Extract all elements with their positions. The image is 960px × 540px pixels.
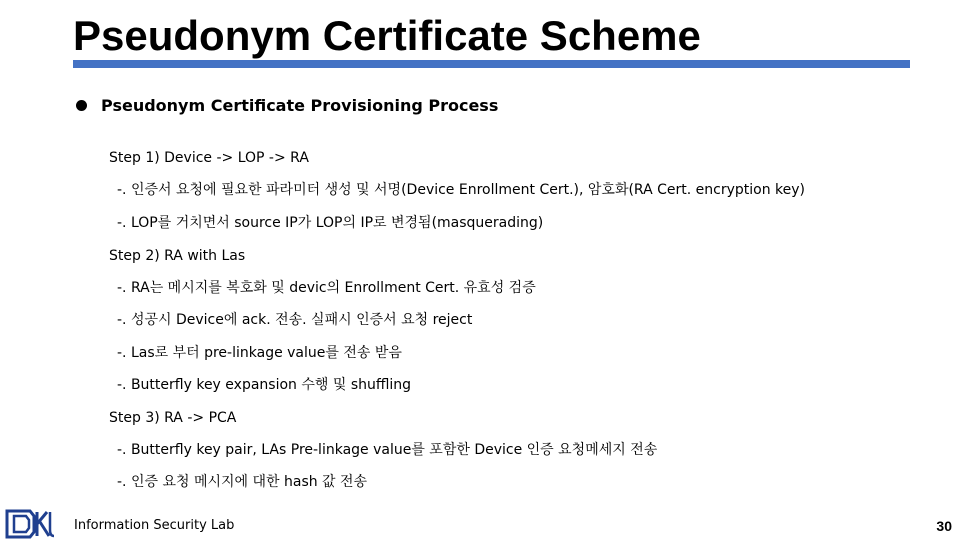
footer-lab-name: Information Security Lab (74, 518, 235, 533)
step-2-item-4: -. Butterfly key expansion 수행 및 shuffling (117, 377, 412, 393)
bullet-dot-icon (76, 100, 87, 111)
main-bullet-text: Pseudonym Certificate Provisioning Process (101, 95, 499, 115)
step-2-item-1: -. RA는 메시지를 복호화 및 devic의 Enrollment Cert. 유효성 검증 (117, 280, 536, 296)
step-2-heading: Step 2) RA with Las (109, 248, 246, 264)
step-2-item-2: -. 성공시 Device에 ack. 전송. 실패시 인증서 요청 reject (117, 312, 473, 328)
step-1-item-2: -. LOP를 거치면서 source IP가 LOP의 IP로 변경됨(masquerading) (117, 215, 544, 231)
page-number: 30 (936, 518, 952, 534)
step-1-item-1: -. 인증서 요청에 필요한 파라미터 생성 및 서명(Device Enrollment Cert.), 암호화(RA Cert. encryption key) (117, 182, 805, 198)
step-1-heading: Step 1) Device -> LOP -> RA (109, 150, 309, 166)
step-3-item-1: -. Butterfly key pair, LAs Pre-linkage value를 포함한 Device 인증 요청메세지 전송 (117, 442, 658, 458)
step-3-heading: Step 3) RA -> PCA (109, 410, 237, 426)
dku-logo-icon (4, 508, 56, 540)
slide-title: Pseudonym Certificate Scheme (73, 12, 701, 59)
step-2-item-3: -. Las로 부터 pre-linkage value를 전송 받음 (117, 345, 402, 361)
step-3-item-2: -. 인증 요청 메시지에 대한 hash 값 전송 (117, 474, 368, 490)
title-underline-bar (73, 60, 910, 68)
main-bullet (76, 93, 498, 117)
